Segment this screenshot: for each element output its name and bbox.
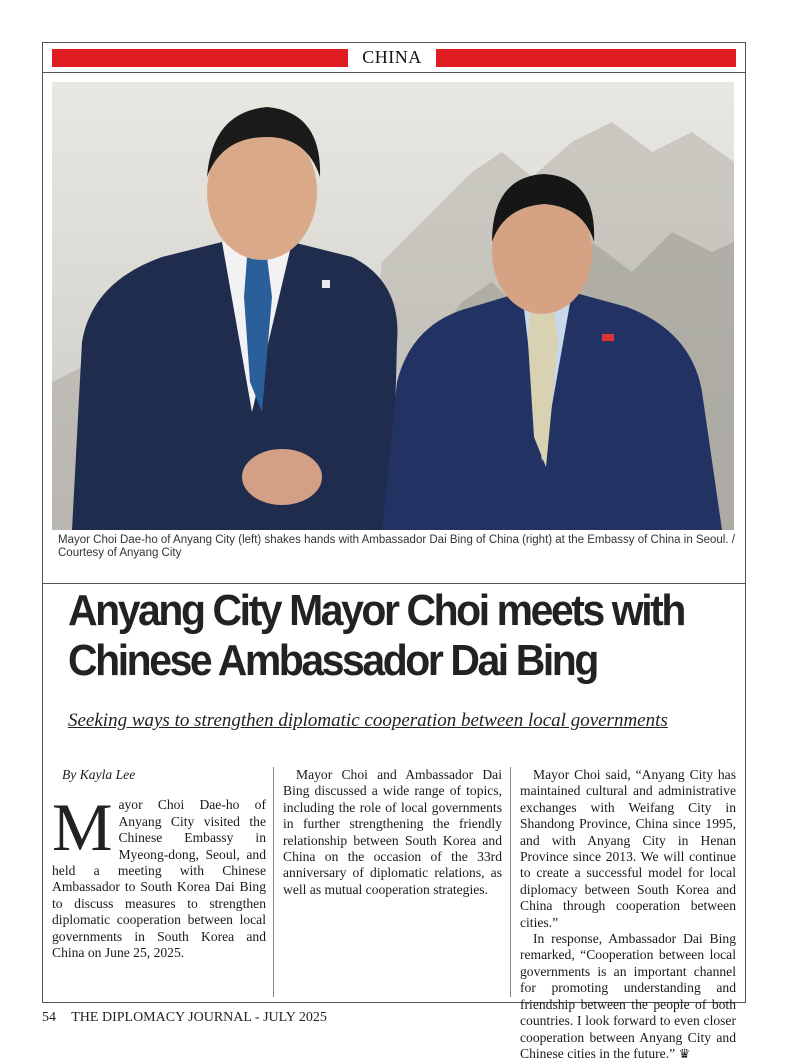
- paragraph-2: Mayor Choi and Ambassador Dai Bing discussed a wide range of topics, including the role of local governments in further strengthening the friendly relationship between South Korea and China on the occasion of the 33rd anniversary of diplomatic relations, as well as mutual cooperation strategies.: [283, 767, 502, 897]
- paragraph-4: [520, 931, 736, 1062]
- byline: By Kayla Lee: [62, 767, 136, 782]
- column-divider-1: [273, 767, 274, 997]
- publication-name: THE DIPLOMACY JOURNAL - JULY 2025: [71, 1010, 327, 1025]
- column-divider-2: [510, 767, 511, 997]
- mid-rule: [42, 583, 746, 584]
- drop-cap: M: [52, 789, 113, 866]
- article-column-1: [52, 767, 266, 961]
- page-number: 54: [42, 1010, 56, 1025]
- photo-illustration: [52, 82, 734, 530]
- section-label: CHINA: [362, 47, 422, 67]
- headline-line-1: Anyang City Mayor Choi meets with: [68, 586, 684, 635]
- section-bar-left: [52, 49, 348, 67]
- page-footer: [42, 1010, 339, 1026]
- article-photo: [52, 82, 734, 530]
- headline-line-2: Chinese Ambassador Dai Bing: [68, 636, 597, 685]
- subheadline: Seeking ways to strengthen diplomatic cooperation between local governments: [68, 710, 668, 731]
- paragraph-1: [52, 789, 266, 961]
- headline: [68, 586, 700, 686]
- section-bar-right: [436, 49, 736, 67]
- top-rule: [42, 72, 746, 73]
- paragraph-3: Mayor Choi said, “Anyang City has maintained cultural and administrative exchanges with Weifang City in Shandong Province, China since 1995, and with Anyang City in Henan Province since 2013. We will continue to create a successful model for local diplomacy between South Korea and China through cooperation between cities.”: [520, 767, 736, 930]
- article-column-3: [520, 767, 736, 1062]
- end-mark-icon: ♛: [678, 1045, 691, 1061]
- section-header: [52, 49, 736, 67]
- article-column-2: [283, 767, 502, 898]
- photo-caption: Mayor Choi Dae-ho of Anyang City (left) shakes hands with Ambassador Dai Bing of China (right) at the Embassy of China in Seoul. / Courtesy of Anyang City: [58, 534, 735, 559]
- paragraph-4-text: In response, Ambassador Dai Bing remarked, “Cooperation between local governments is an important channel for promoting understanding and friendship between the people of both countries. I look forward to even closer cooperation between Anyang City and Chinese cities in the future.”: [520, 931, 736, 1061]
- paragraph-1-text: ayor Choi Dae-ho of Anyang City visited the Chinese Embassy in Myeong-dong, Seoul, and held a meeting with Chinese Ambassador to South Korea Dai Bing to discuss measures to strengthen diplomatic cooperation between local governments in South Korea and China on June 25, 2025.: [52, 797, 266, 961]
